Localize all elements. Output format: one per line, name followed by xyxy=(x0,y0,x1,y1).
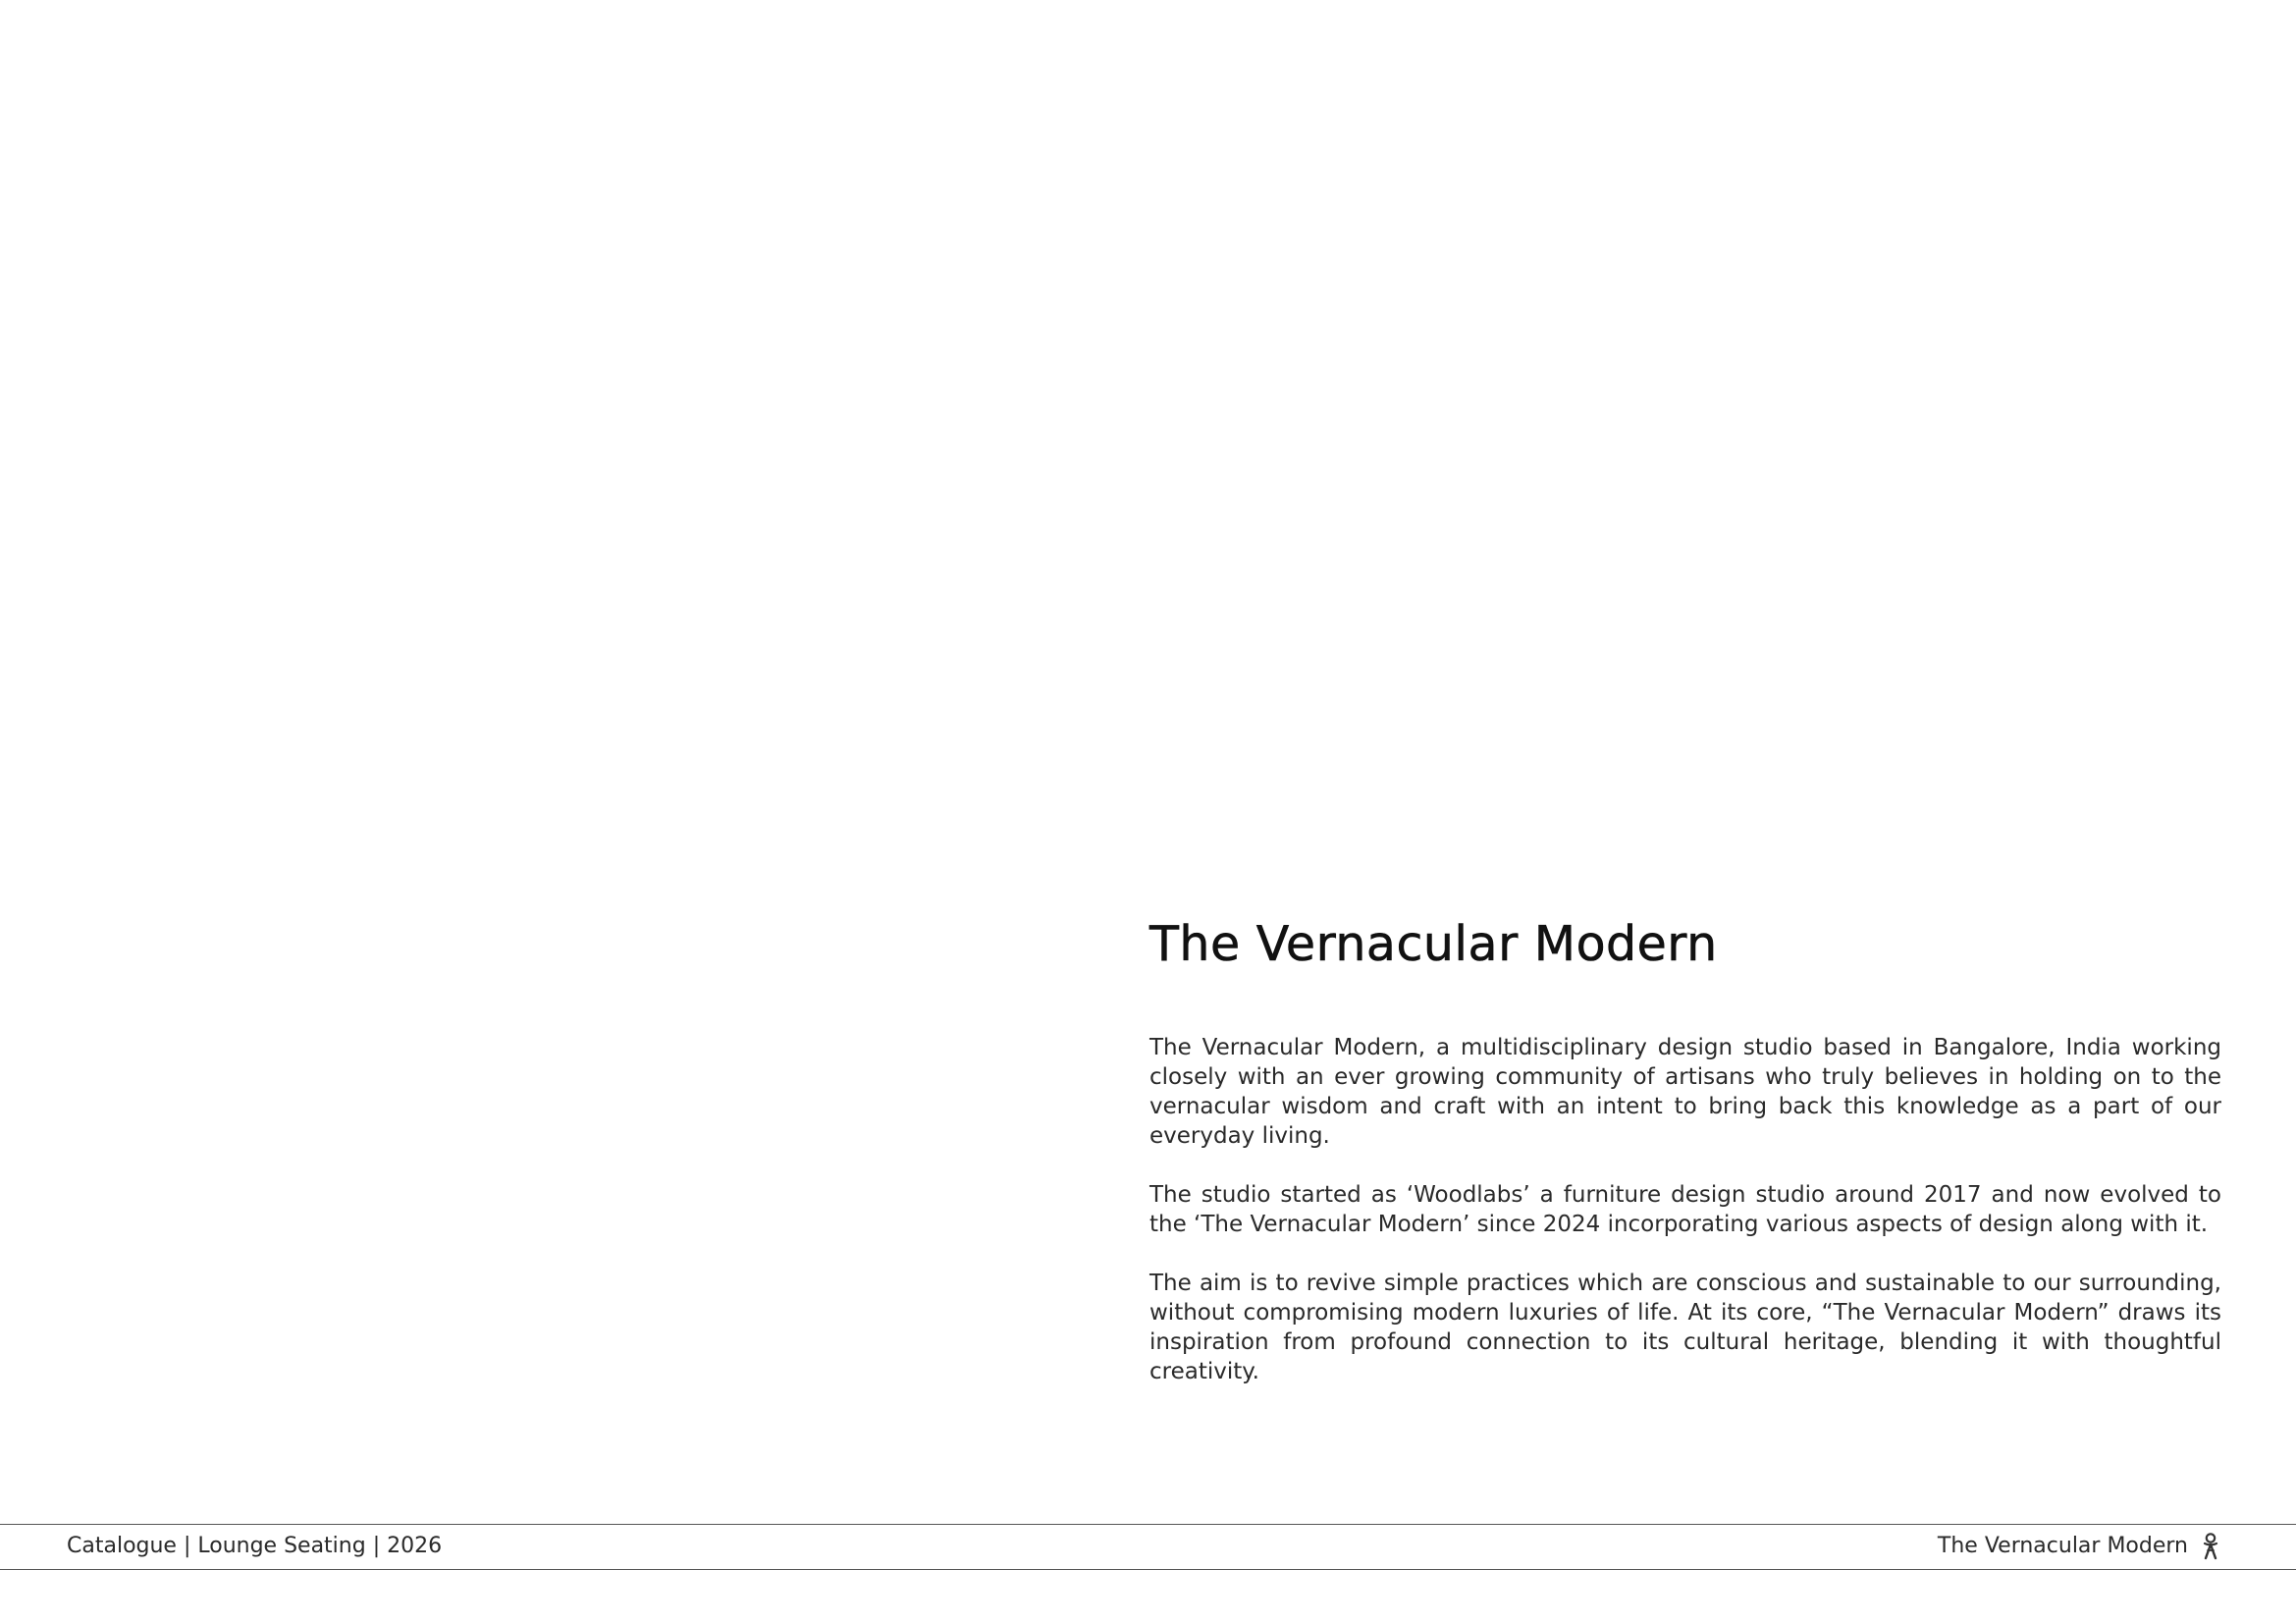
page-title: The Vernacular Modern xyxy=(1149,916,1718,972)
footer-top-rule xyxy=(0,1524,2296,1525)
footer-catalogue-label: Catalogue | Lounge Seating | 2026 xyxy=(67,1534,443,1558)
footer-brand-name: The Vernacular Modern xyxy=(1937,1534,2188,1558)
intro-paragraphs xyxy=(1149,1033,2221,1386)
intro-section xyxy=(1149,913,2221,1416)
intro-paragraph-3: The aim is to revive simple practices which are conscious and sustainable to our surrounding, without compromising modern luxuries of life. At its core, “The Vernacular Modern” draws its inspiration from profound connection to its cultural heritage, blending it with thoughtful creativity. xyxy=(1149,1271,2221,1384)
footer-brand-block xyxy=(1938,1532,2221,1561)
figure-logo-icon xyxy=(2200,1532,2221,1561)
intro-paragraph-1: The Vernacular Modern, a multidisciplinary design studio based in Bangalore, India working closely with an ever growing community of artisans who truly believes in holding on to the vernacular wisdom and craft with an intent to bring back this knowledge as a part of our everyday living. xyxy=(1149,1035,2221,1149)
footer-bottom-rule xyxy=(0,1569,2296,1570)
intro-paragraph-2: The studio started as ‘Woodlabs’ a furniture design studio around 2017 and now evolved to the ‘The Vernacular Modern’ since 2024 incorporating various aspects of design along with it. xyxy=(1149,1182,2221,1237)
